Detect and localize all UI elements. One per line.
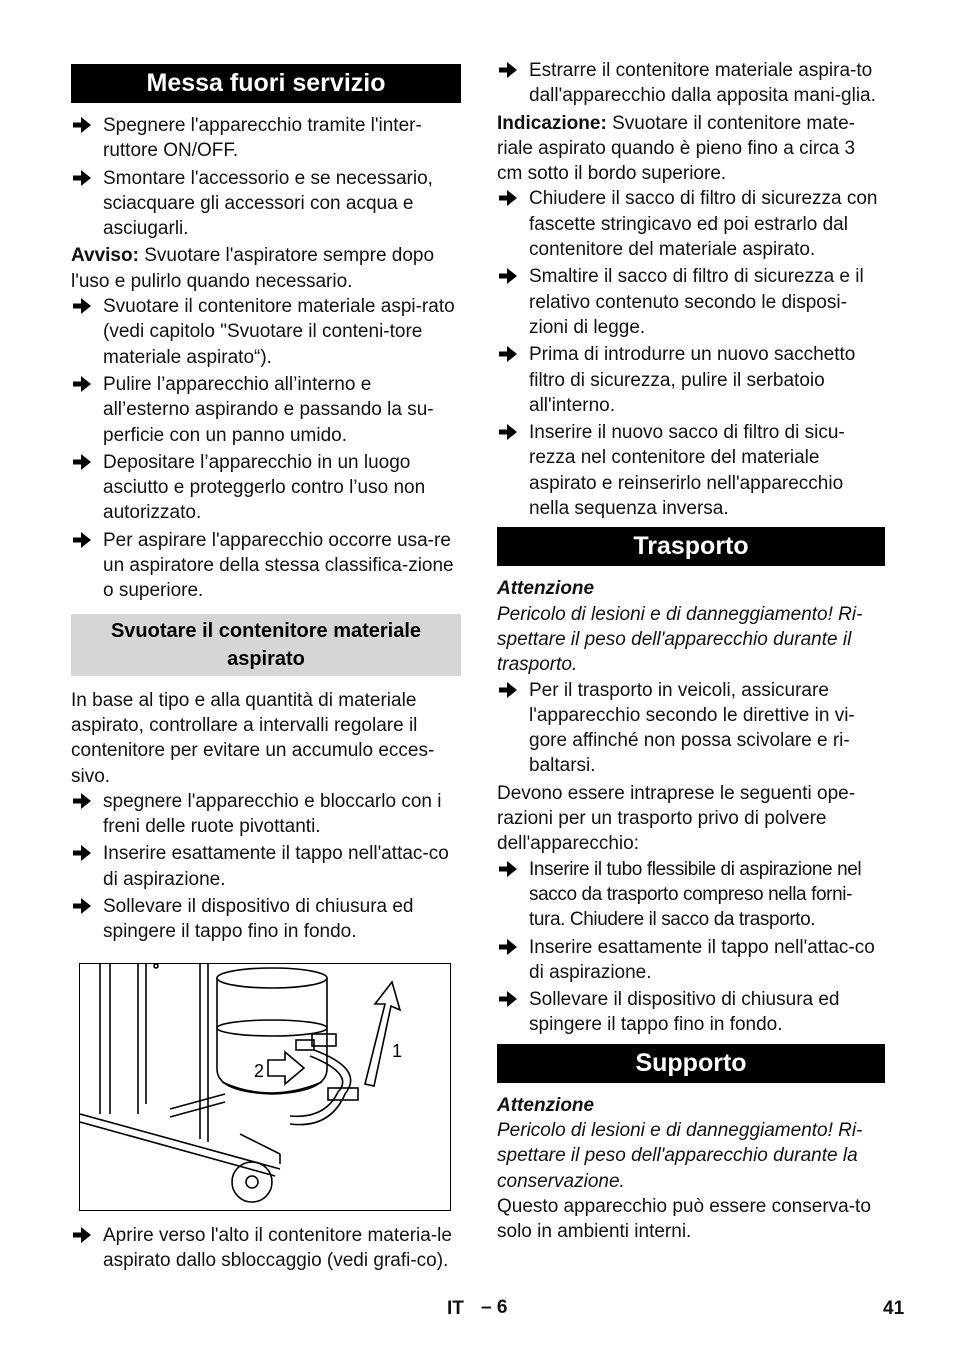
attenzione-text: Pericolo di lesioni e di danneggiamento! Ri-spettare il peso dell'apparecchio durante il trasporto. (497, 603, 863, 676)
attenzione-label: Attenzione (497, 1094, 595, 1116)
figure-label-2: 2 (254, 1060, 265, 1081)
list-item-text: Inserire esattamente il tappo nell'attac-co di aspirazione. (103, 843, 449, 890)
paragraph: Questo apparecchio può essere conserva-to solo in ambienti interni. (497, 1195, 871, 1243)
list-item (71, 894, 461, 945)
list-item-text: Pulire l’apparecchio all’interno e all’esterno aspirando e passando la su-perficie con un panno umido. (103, 373, 434, 446)
list-item-text: Inserire il tubo flessibile di aspirazione nel sacco da trasporto compreso nella forni-tura. Chiudere il sacco da trasporto. (529, 858, 862, 931)
list-item-text: Inserire esattamente il tappo nell'attac-co di aspirazione. (529, 936, 875, 983)
list-item (497, 342, 885, 418)
list-item (71, 528, 461, 604)
arrow-right-icon (499, 346, 517, 362)
list-item (497, 186, 885, 262)
arrow-right-icon (73, 170, 91, 186)
list-item-text: Per il trasporto in veicoli, assicurare l'apparecchio secondo le direttive in vi-gore affinché non possa scivolare e ri-baltarsi. (529, 679, 855, 777)
right-column (497, 58, 885, 1244)
list-item-text: Prima di introdurre un nuovo sacchetto filtro di sicurezza, pulire il serbatoio all'interno. (529, 344, 856, 416)
list-item-text: Per aspirare l'apparecchio occorre usa-re un aspiratore della stessa classifica-zione o superiore. (103, 529, 454, 602)
arrow-right-icon (73, 845, 91, 861)
list-item (497, 987, 885, 1038)
list-item-text: spegnere l'apparecchio e bloccarlo con i freni delle ruote pivottanti. (103, 790, 442, 838)
figure-label-1: 1 (392, 1040, 403, 1061)
arrow-right-icon (73, 793, 91, 809)
list-item-text: Depositare l’apparecchio in un luogo asciutto e proteggerlo contro l’uso non autorizzato. (103, 451, 426, 524)
list-item (71, 789, 461, 840)
list-item (497, 678, 885, 779)
list-item-text: Inserire il nuovo sacco di filtro di sicu-rezza nel contenitore del materiale aspirato e reinserirlo nell'apparecchio nella sequenza inversa. (529, 422, 845, 520)
section-title-trasporto: Trasporto (497, 527, 885, 566)
page-number: 41 (883, 1298, 905, 1319)
vacuum-container-drawing (80, 964, 450, 1210)
avviso-label: Avviso: (71, 245, 139, 267)
list-item (71, 372, 461, 448)
arrow-right-icon (73, 532, 91, 548)
list-item-text: Smaltire il sacco di filtro di sicurezza e il relativo contenuto secondo le disposi-zioni di legge. (529, 266, 864, 338)
list-item-text: Svuotare il contenitore materiale aspi-rato (vedi capitolo "Svuotare il conteni-tore materiale aspirato“). (103, 296, 455, 368)
attenzione-label: Attenzione (497, 578, 595, 600)
list-item-text: Smontare l'accessorio e se necessario, sciacquare gli accessori con acqua e asciugarli. (103, 167, 433, 240)
arrow-right-icon (499, 939, 517, 955)
footer-language: IT (447, 1298, 464, 1319)
list-item (497, 935, 885, 986)
list-item (71, 113, 461, 164)
list-item (71, 450, 461, 526)
list-item-text: Sollevare il dispositivo di chiusura ed spingere il tappo fino in fondo. (529, 989, 840, 1036)
list-item-text: Chiudere il sacco di filtro di sicurezza con fascette stringicavo ed poi estrarlo dal contenitore del materiale aspirato. (529, 188, 878, 261)
section-title-messa-fuori-servizio: Messa fuori servizio (71, 64, 461, 103)
list-item-text: Aprire verso l'alto il contenitore materia-le aspirato dallo sbloccaggio (vedi grafi-co). (103, 1224, 452, 1271)
list-item (71, 841, 461, 892)
paragraph: Devono essere intraprese le seguenti ope-razioni per un trasporto privo di polvere dell'apparecchio: (497, 782, 856, 855)
arrow-right-icon (499, 62, 517, 78)
list-item (497, 264, 885, 340)
arrow-right-icon (73, 898, 91, 914)
arrow-right-icon (499, 268, 517, 284)
list-item (497, 420, 885, 521)
list-item (71, 166, 461, 242)
list-item-text: Estrarre il contenitore materiale aspira-to dall'apparecchio dalla apposita mani-glia. (529, 60, 876, 107)
indicazione-label: Indicazione: (497, 112, 607, 134)
arrow-right-icon (499, 861, 517, 877)
list-item-text: Sollevare il dispositivo di chiusura ed spingere il tappo fino in fondo. (103, 896, 414, 943)
left-column (71, 58, 461, 1275)
arrow-right-icon (73, 454, 91, 470)
list-item-text: Spegnere l'apparecchio tramite l'inter-ruttore ON/OFF. (103, 115, 422, 162)
list-item (71, 1223, 461, 1274)
arrow-right-icon (73, 298, 91, 314)
section-title-supporto: Supporto (497, 1044, 885, 1083)
attenzione-text: Pericolo di lesioni e di danneggiamento! Ri-spettare il peso dell'apparecchio durante la conservazione. (497, 1119, 863, 1192)
arrow-right-icon (73, 1227, 91, 1243)
list-item (71, 294, 461, 370)
paragraph: In base al tipo e alla quantità di materiale aspirato, controllare a intervalli regolare il contenitore per evitare un accumulo ecces-sivo. (71, 689, 435, 787)
footer-section: – 6 (481, 1297, 508, 1318)
arrow-right-icon (499, 424, 517, 440)
list-item (497, 857, 885, 933)
arrow-right-icon (73, 376, 91, 392)
section-title-svuotare: Svuotare il contenitore materiale aspirato (71, 614, 461, 676)
indicazione-note (497, 111, 885, 187)
indicazione-text: Svuotare il contenitore mate-riale aspirato quando è pieno fino a circa 3 cm sotto il bordo superiore. (497, 112, 856, 185)
arrow-right-icon (499, 991, 517, 1007)
arrow-right-icon (499, 682, 517, 698)
arrow-right-icon (73, 117, 91, 133)
container-illustration (79, 963, 451, 1211)
list-item (497, 58, 885, 109)
avviso-note (71, 243, 461, 294)
arrow-right-icon (499, 190, 517, 206)
avviso-text: Svuotare l'aspiratore sempre dopo l'uso e pulirlo quando necessario. (71, 245, 435, 292)
